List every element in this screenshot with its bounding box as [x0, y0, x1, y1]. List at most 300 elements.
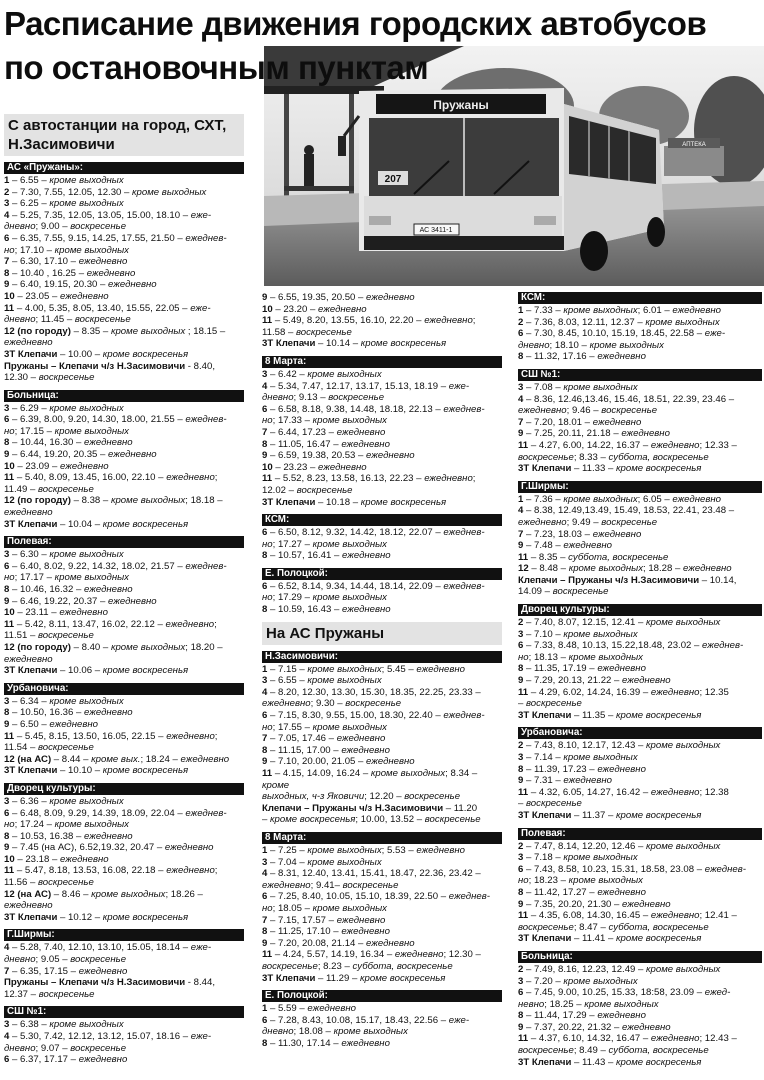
service-note: ежедневно	[366, 937, 415, 949]
service-note: ежедневно	[622, 675, 671, 687]
departure-times: – 11.43 –	[571, 1056, 617, 1068]
departure-times: – 7.20 –	[523, 975, 564, 987]
service-note: ежедневно	[166, 730, 215, 742]
schedule-line	[4, 437, 244, 449]
schedule-line	[518, 663, 762, 675]
departure-times: ; 17.27 –	[272, 538, 313, 550]
route-label: 3Т Клепачи	[262, 338, 316, 350]
departure-times: – 5.52, 8.23, 13.58, 16.13, 22.23 –	[272, 473, 425, 485]
service-note: невно	[518, 998, 545, 1010]
schedule-line	[4, 842, 244, 854]
service-note: кроме воскресенья	[616, 809, 702, 821]
schedule-line	[262, 450, 502, 462]
route-label: 12 (по городу)	[4, 325, 71, 337]
departure-times: – 10.53, 16.38 –	[9, 830, 85, 842]
service-note: еже-	[190, 942, 212, 954]
departure-times: – 10.10 –	[57, 765, 103, 777]
route-label: Клепачи – Пружаны ч/з Н.Засимовичи	[262, 802, 444, 814]
service-note: ежедневно	[166, 865, 215, 877]
departure-times: – 8.36, 12.46,13.46, 15.46, 18.51, 22.39, 23.46 –	[523, 393, 735, 405]
route-label: 4	[262, 686, 268, 698]
schedule-line	[4, 1031, 244, 1043]
route-label: 11	[262, 949, 273, 961]
service-note: кроме выходных	[563, 752, 638, 763]
schedule-line	[4, 549, 244, 561]
service-note: суббота, воскресенье	[608, 921, 709, 933]
schedule-line	[262, 733, 502, 745]
service-note: кроме воскресенья	[102, 765, 189, 777]
schedule-line	[518, 922, 762, 934]
schedule-line	[4, 765, 244, 777]
departure-times: – 11.37 –	[571, 809, 617, 821]
schedule-line	[518, 999, 762, 1011]
departure-times: – 7.30, 8.45, 10.10, 15.19, 18.45, 22.58 –	[523, 328, 705, 340]
service-note: воскресенье	[37, 630, 94, 642]
stop-name: Урбановича:	[4, 683, 244, 695]
schedule-line	[4, 731, 244, 743]
service-note: ежедневно	[424, 473, 473, 485]
service-note: кроме выходных	[370, 768, 446, 779]
stop-name: Н.Засимовичи:	[262, 651, 502, 663]
route-label: 11	[518, 786, 529, 798]
service-note: ежедневно	[336, 426, 386, 438]
schedule-line	[4, 198, 244, 210]
departure-times: – 10.12 –	[57, 911, 103, 923]
page-title-line-2: по остановочным пунктам	[4, 49, 429, 86]
route-label: 7	[262, 914, 268, 926]
route-label: 2	[518, 963, 524, 975]
schedule-line	[262, 550, 502, 562]
departure-times: – 6.25 –	[9, 198, 50, 210]
schedule-line	[4, 361, 244, 373]
service-note: ежедневно	[366, 292, 415, 303]
service-note: ежеднев-	[185, 807, 227, 819]
departure-times: – 10.00 –	[57, 348, 103, 360]
departure-times: – 4.15, 14.09, 16.24 –	[272, 768, 371, 779]
route-label: 10	[4, 607, 15, 619]
service-note: кроме выходных	[110, 641, 186, 653]
departure-times: – 23.09 –	[14, 460, 61, 472]
service-note: но	[4, 572, 15, 584]
service-note: кроме выходных	[54, 819, 129, 831]
schedule-line	[518, 382, 762, 394]
service-note: ежеднев-	[443, 527, 485, 539]
schedule-line	[4, 187, 244, 199]
service-note: ежедневно	[307, 1003, 356, 1015]
departure-times: – 8.44 –	[51, 753, 92, 765]
schedule-line	[4, 796, 244, 808]
service-note: кроме выходных	[563, 975, 638, 987]
service-note: ежедневно	[416, 844, 465, 856]
departure-times: – 23.23 –	[272, 461, 319, 473]
departure-times: ; 9.00 –	[35, 221, 71, 233]
schedule-line	[4, 403, 244, 415]
schedule-line	[262, 915, 502, 927]
service-note: но	[4, 425, 15, 437]
departure-times: ; 5.45 –	[381, 663, 417, 675]
schedule-line	[518, 798, 762, 810]
stop-section	[518, 481, 762, 598]
route-label: 8	[4, 437, 10, 449]
schedule-line	[262, 745, 502, 757]
service-note: дневно	[262, 392, 294, 404]
departure-times: ;	[472, 473, 476, 485]
schedule-line	[4, 210, 244, 222]
route-label: 8	[518, 663, 524, 675]
schedule-line	[518, 899, 762, 911]
schedule-line	[518, 810, 762, 822]
departure-times: ; 12.41 –	[699, 910, 737, 922]
schedule-line	[4, 279, 244, 291]
schedule-line	[4, 1054, 244, 1066]
service-note: кроме выходных	[645, 316, 720, 328]
schedule-line	[4, 754, 244, 766]
departure-times: – 6.40, 19.15, 20.30 –	[9, 279, 109, 291]
schedule-line	[518, 687, 762, 699]
stop-name: Больница:	[4, 390, 244, 402]
route-label: 2	[518, 316, 524, 328]
departure-times: – 8.38 –	[70, 495, 111, 507]
route-label: 12 (по городу)	[4, 495, 71, 507]
service-note: ежедневно	[518, 405, 567, 417]
schedule-line	[4, 808, 244, 820]
service-note: дневно	[4, 1042, 36, 1054]
departure-times: ; 9.49 –	[566, 516, 602, 528]
schedule-line	[518, 305, 762, 317]
departure-times: ; 9.13 –	[293, 392, 329, 404]
route-label: 3	[518, 381, 524, 393]
route-label: Пружаны – Клепачи ч/з Н.Засимовичи	[4, 977, 186, 989]
service-note: ежедневно	[563, 775, 612, 787]
departure-times: ; 9.05 –	[35, 954, 71, 966]
route-label: 8	[4, 707, 10, 719]
schedule-line	[262, 687, 502, 699]
service-note: ежедневно	[341, 926, 390, 938]
schedule-line	[4, 584, 244, 596]
schedule-line	[518, 629, 762, 641]
service-note: воскресенье	[526, 798, 582, 810]
schedule-line	[518, 910, 762, 922]
schedule-line	[262, 814, 502, 826]
stop-section	[262, 568, 502, 616]
route-label: 8	[518, 886, 524, 898]
departure-times: – 8.38, 12.49,13.49, 15.49, 18.53, 22.41, 23.48 –	[523, 505, 735, 517]
service-note: ежедневно	[4, 900, 53, 912]
departure-times: 14.09 –	[518, 586, 553, 598]
departure-times: – 6.30, 17.10 –	[9, 256, 79, 268]
departure-times: – 10.04 –	[57, 518, 103, 530]
departure-times: – 7.10 –	[523, 628, 564, 640]
service-note: ежеднев-	[185, 560, 227, 572]
service-note: ежедневно	[592, 416, 642, 428]
route-label: 2	[518, 840, 524, 852]
departure-times: – 4.24, 5.57, 14.19, 16.34 –	[272, 949, 395, 961]
service-note: ежедневно	[342, 550, 391, 562]
service-note: ежедневно	[60, 853, 109, 865]
departure-times: – 7.15 –	[267, 663, 308, 675]
schedule-line	[518, 1010, 762, 1022]
departure-times: – 7.23, 18.03 –	[523, 528, 593, 540]
departure-times: – 11.30, 17.14 –	[267, 1037, 342, 1049]
departure-times: – 6.34 –	[9, 695, 50, 707]
service-note: кроме выходных	[584, 998, 659, 1010]
route-label: 6	[518, 640, 524, 652]
service-note: кроме выходных	[49, 695, 124, 707]
departure-times: ; 8.23 –	[317, 960, 353, 972]
departure-times: – 5.34, 7.47, 12.17, 13.17, 15.13, 18.19 –	[267, 380, 449, 392]
schedule-line	[262, 1038, 502, 1050]
schedule-line	[4, 966, 244, 978]
route-label: 3Т Клепачи	[4, 665, 58, 677]
schedule-line	[4, 831, 244, 843]
schedule-line	[4, 854, 244, 866]
service-note: воскресенье	[601, 405, 658, 417]
schedule-line	[262, 803, 502, 815]
route-label: 11	[4, 730, 15, 742]
schedule-line	[4, 900, 244, 912]
service-note: кроме выходных	[333, 1026, 408, 1038]
col2-sections-a	[262, 356, 502, 616]
service-note: кроме выходных	[312, 538, 387, 550]
schedule-line	[262, 845, 502, 857]
service-note: ежедневно	[622, 1021, 671, 1033]
departure-times: – 11.41 –	[571, 933, 617, 945]
route-label: 3	[262, 368, 268, 380]
service-note: но	[262, 538, 273, 550]
service-note: кроме воскресенья	[616, 1056, 702, 1068]
service-note: воскресенье	[37, 742, 94, 754]
service-note: воскресенье	[296, 484, 353, 496]
service-note: ежедневно	[597, 763, 646, 775]
departure-times: – 7.14 –	[523, 752, 564, 763]
departure-times: – 11.15, 17.00 –	[267, 744, 342, 756]
departure-times: – 7.15, 17.57 –	[267, 914, 337, 926]
service-note: ежедневно	[650, 786, 700, 798]
service-note: кроме выходных	[49, 175, 124, 186]
service-note: но	[518, 875, 529, 887]
departure-times: ;	[214, 865, 218, 877]
departure-times: – 5.42, 8.11, 13.47, 16.02, 22.12 –	[14, 618, 166, 630]
schedule-line	[518, 675, 762, 687]
service-note: ежедневно	[672, 305, 721, 316]
stop-name: Полевая:	[518, 828, 762, 840]
departure-times: – 5.30, 7.42, 12.12, 13.12, 15.07, 18.16 –	[9, 1031, 191, 1042]
route-label: 7	[518, 416, 524, 428]
route-label: 3Т Клепачи	[262, 972, 316, 984]
departure-times: – 6.55, 19.35, 20.50 –	[267, 292, 367, 303]
service-note: еже-	[448, 380, 470, 392]
stop-section	[4, 683, 244, 777]
schedule-line	[262, 791, 502, 803]
service-note: кроме выходных	[49, 198, 124, 210]
service-note: дневно	[262, 1026, 294, 1038]
stop-section	[262, 990, 502, 1049]
service-note: ежеднев-	[185, 232, 227, 244]
service-note: кроме выходных	[563, 493, 638, 505]
schedule-line	[4, 291, 244, 303]
departure-times: 11.56 –	[4, 877, 38, 889]
route-label: 2	[4, 186, 10, 198]
col2-sections-b	[262, 651, 502, 1050]
schedule-line	[4, 326, 244, 338]
route-label: 1	[262, 663, 268, 675]
stop-section	[262, 356, 502, 508]
departure-times: – 10.44, 16.30 –	[9, 437, 85, 449]
departure-times: – 6.46, 19.22, 20.37 –	[9, 595, 109, 607]
service-note: ежедневно	[394, 949, 444, 961]
service-note: ежедневно	[518, 516, 567, 528]
service-note: ежедневно	[597, 1010, 646, 1022]
stop-section	[4, 536, 244, 677]
departure-times: ; 17.55 –	[272, 721, 313, 733]
service-note: ежедневно	[86, 267, 136, 279]
schedule-line	[518, 775, 762, 787]
route-label: 1	[262, 1003, 268, 1015]
schedule-line	[518, 452, 762, 464]
schedule-line	[4, 221, 244, 233]
service-note: ежедневно	[621, 428, 670, 440]
route-label: 9	[262, 756, 268, 768]
departure-times: – 11.35, 17.19 –	[523, 663, 598, 675]
route-label: 2	[518, 740, 524, 752]
stop-name: КСМ:	[262, 514, 502, 526]
service-note: суббота, воскресенье	[568, 551, 669, 563]
schedule-line	[4, 665, 244, 677]
schedule-line	[4, 314, 244, 326]
service-note: кроме выходных	[312, 415, 387, 427]
service-note: выходных, ч-з Яковичи	[262, 791, 365, 803]
route-label: 3	[262, 675, 268, 687]
departure-times: ; 9.30 –	[310, 698, 346, 710]
service-note: кроме выходных	[563, 628, 638, 640]
schedule-line	[262, 698, 502, 710]
route-label: 8	[262, 744, 268, 756]
schedule-line	[518, 517, 762, 529]
schedule-line	[262, 1015, 502, 1027]
departure-times: – 6.35, 7.55, 9.15, 14.25, 17.55, 21.50 –	[9, 232, 186, 244]
service-note: дневно	[518, 339, 550, 351]
schedule-line	[4, 414, 244, 426]
service-note: ежедневно	[180, 753, 230, 765]
schedule-line	[262, 338, 502, 350]
route-label: 8	[4, 830, 10, 842]
route-label: 6	[262, 710, 268, 722]
service-note: кроме выходных	[49, 549, 124, 561]
departure-times: – 11.44, 17.29 –	[523, 1010, 598, 1022]
route-label: 11	[518, 686, 529, 698]
service-note: кроме воскресенья	[360, 496, 447, 508]
schedule-line	[518, 976, 762, 988]
schedule-line	[262, 404, 502, 416]
schedule-line	[4, 337, 244, 349]
departure-times: ; 18.15 –	[185, 325, 226, 337]
route-label: 2	[518, 617, 524, 629]
departure-times: – 7.25, 8.40, 10.05, 15.10, 18.39, 22.50 –	[267, 891, 449, 903]
departure-times: ;	[472, 315, 476, 327]
schedule-line	[518, 875, 762, 887]
service-note: кроме выходных	[312, 902, 387, 914]
service-note: суббота, воскресенье	[352, 960, 453, 972]
schedule-line	[518, 1045, 762, 1057]
departure-times: – 7.49, 8.16, 12.23, 12.49 –	[523, 963, 647, 975]
departure-times: – 10.14,	[699, 574, 737, 586]
service-note: ежедневно	[262, 879, 311, 891]
departure-times: – 6.48, 8.09, 9.29, 14.39, 18.09, 22.04 –	[9, 807, 186, 819]
service-note: ежедневно	[650, 1033, 700, 1045]
schedule-line	[518, 1057, 762, 1069]
departure-times: ; 18.20 –	[185, 641, 223, 653]
departure-times: ; 17.33 –	[272, 415, 313, 427]
schedule-line	[518, 440, 762, 452]
departure-times: ; 8.47 –	[573, 921, 609, 933]
departure-times: – 11.35 –	[571, 709, 617, 721]
route-label: 8	[518, 1010, 524, 1022]
departure-times: – 4.29, 6.02, 14.24, 16.39 –	[528, 686, 651, 698]
schedule-line	[4, 461, 244, 473]
route-label: 11	[518, 910, 529, 922]
schedule-line	[4, 572, 244, 584]
departure-times: – 7.40, 8.07, 12.15, 12.41 –	[523, 617, 647, 629]
departure-times: – 7.04 –	[267, 856, 308, 868]
departure-times: – 11.05, 16.47 –	[267, 438, 342, 450]
schedule-line	[262, 527, 502, 539]
schedule-line	[4, 449, 244, 461]
service-note: ежедневно	[164, 842, 214, 854]
service-note: еже-	[190, 302, 211, 314]
route-label: 1	[4, 175, 10, 186]
departure-times: – 7.15, 8.30, 9.55, 15.00, 18.30, 22.40 –	[267, 710, 444, 722]
service-note: суббота, воскресенье	[608, 451, 709, 463]
departure-times: ; 12.20 –	[364, 791, 405, 803]
service-note: дневно	[4, 221, 36, 233]
departure-times: – 6.30 –	[9, 549, 50, 561]
service-note: еже-	[190, 1031, 212, 1042]
route-label: 9	[4, 449, 10, 461]
route-label: 8	[518, 351, 524, 363]
schedule-line	[262, 710, 502, 722]
schedule-line	[262, 462, 502, 474]
stop-name: Дворец культуры:	[4, 783, 244, 795]
departure-times: – 10.14 –	[315, 338, 361, 350]
schedule-line	[4, 912, 244, 924]
schedule-line	[262, 439, 502, 451]
service-note: ежедневно	[336, 914, 386, 926]
section-header-to-station: На АС Пружаны	[262, 622, 502, 645]
departure-times: – 7.35, 20.20, 21.30 –	[523, 898, 623, 910]
stop-section	[518, 727, 762, 821]
departure-times: – 11.25, 17.10 –	[267, 926, 342, 938]
schedule-line	[518, 529, 762, 541]
schedule-line	[4, 349, 244, 361]
departure-times: ; 18.28 –	[643, 563, 684, 575]
schedule-line	[262, 315, 502, 327]
stop-section	[518, 828, 762, 945]
service-note: кроме выходных	[568, 875, 643, 887]
service-note: ежеднев-	[443, 403, 485, 415]
route-label: 3Т Клепачи	[518, 933, 572, 945]
schedule-line	[4, 233, 244, 245]
departure-times: ; 18.13 –	[528, 651, 569, 663]
service-note: воскресенье	[37, 483, 94, 495]
route-label: 6	[4, 232, 10, 244]
service-note: но	[518, 651, 529, 663]
service-note: кроме воскресенья	[360, 338, 447, 350]
departure-times: - 8.44,	[185, 977, 215, 989]
departure-times: – 7.45, 9.00, 10.25, 15.33, 18:58, 23.09 –	[523, 987, 705, 999]
stop-section	[518, 369, 762, 475]
schedule-line	[518, 617, 762, 629]
departure-times: – 11.29 –	[315, 972, 361, 984]
